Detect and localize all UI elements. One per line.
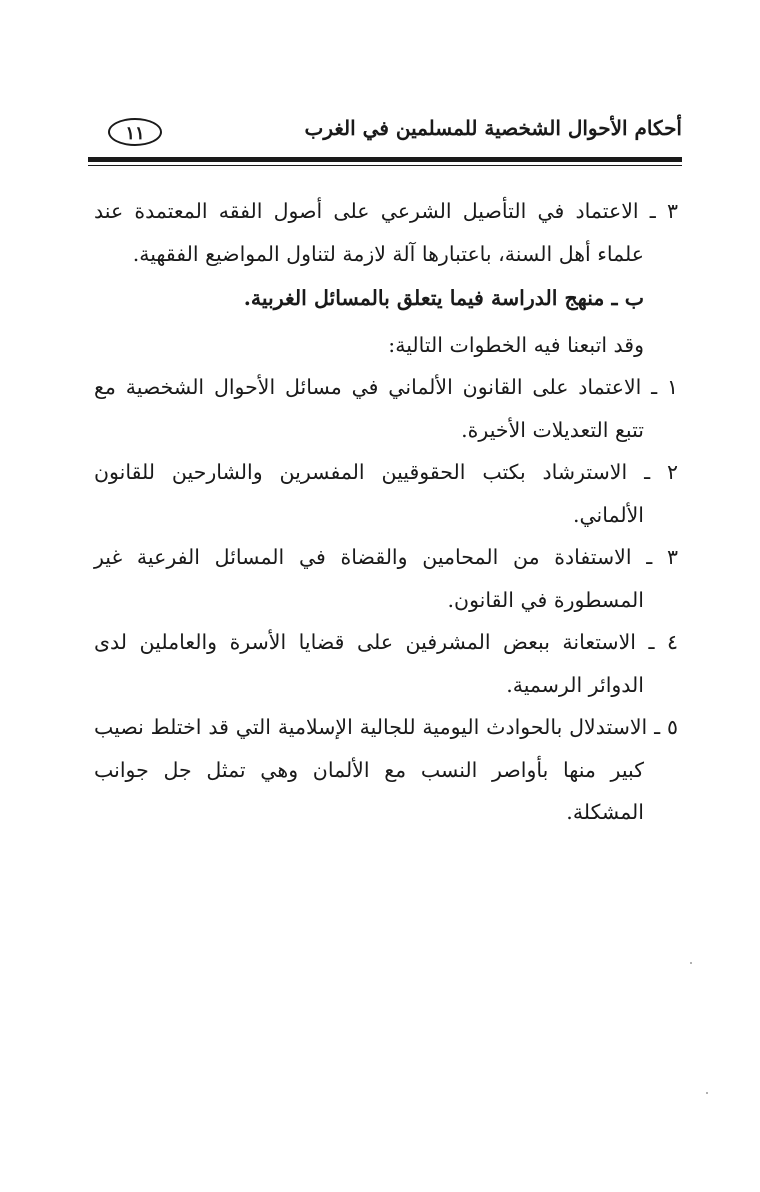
list-item-step-1: ١ ـ الاعتماد على القانون الألماني في مسائل الأحوال الشخصية مع تتبع التعديلات الأخيرة. — [94, 375, 678, 442]
running-title: أحكام الأحوال الشخصية للمسلمين في الغرب — [304, 116, 682, 140]
page-header — [88, 108, 682, 158]
list-item-step-5: ٥ ـ الاستدلال بالحوادث اليومية للجالية الإسلامية التي قد اختلط نصيب كبير منها بأواصر النسب مع الألمان وهي تمثل جل جوانب المشكلة. — [94, 715, 678, 824]
header-rule-thick — [88, 157, 682, 162]
scan-speck — [690, 962, 692, 964]
header-rule-thin — [88, 165, 682, 166]
section-heading: ب ـ منهج الدراسة فيما يتعلق بالمسائل الغربية. — [243, 286, 644, 310]
scan-speck — [706, 1092, 708, 1094]
page-number: ١١ — [108, 118, 162, 146]
list-item-step-3: ٣ ـ الاستفادة من المحامين والقضاة في المسائل الفرعية غير المسطورة في القانون. — [94, 545, 678, 612]
list-item-step-2: ٢ ـ الاسترشاد بكتب الحقوقيين المفسرين والشارحين للقانون الألماني. — [94, 460, 678, 527]
intro-sentence: وقد اتبعنا فيه الخطوات التالية: — [388, 332, 644, 357]
list-item-step-4: ٤ ـ الاستعانة ببعض المشرفين على قضايا الأسرة والعاملين لدى الدوائر الرسمية. — [94, 630, 678, 697]
list-item-principle-3: ٣ ـ الاعتماد في التأصيل الشرعي على أصول الفقه المعتمدة عند علماء أهل السنة، باعتبارها آلة لازمة لتناول المواضيع الفقهية. — [94, 199, 678, 266]
page-body — [94, 190, 678, 834]
